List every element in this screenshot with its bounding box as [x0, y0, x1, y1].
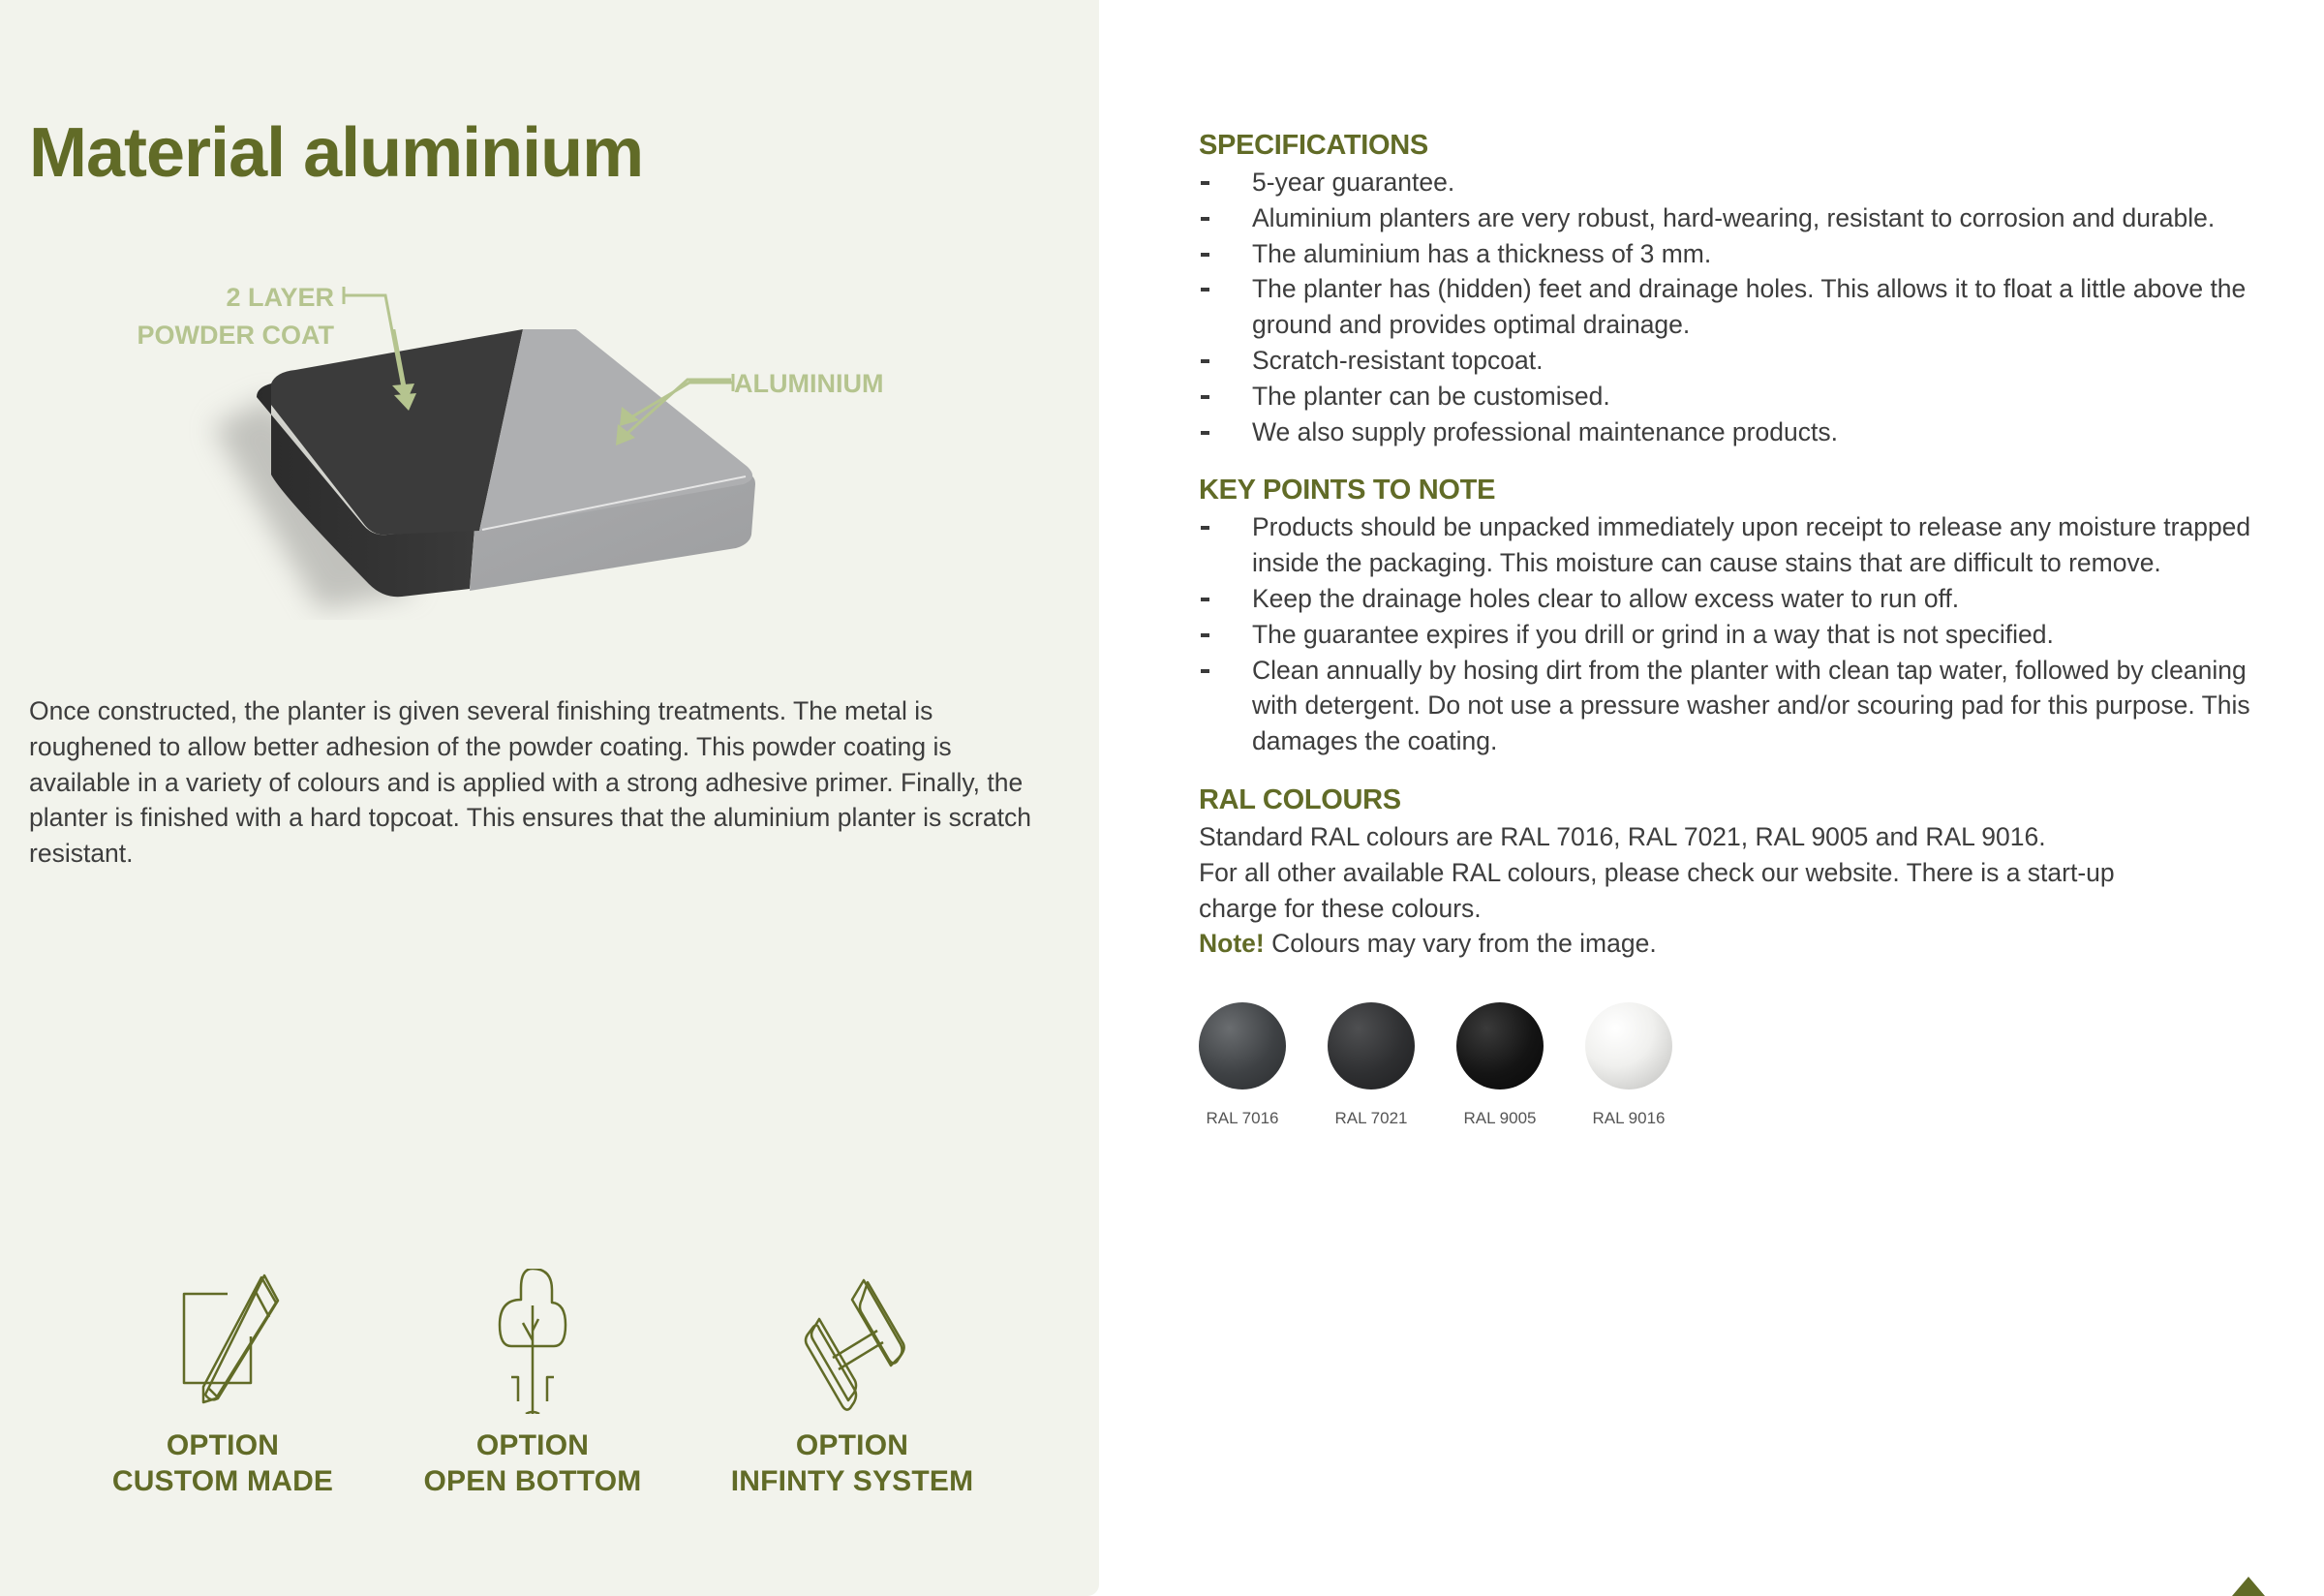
- list-item: [1199, 379, 2283, 414]
- key-points-heading: KEY POINTS TO NOTE: [1199, 475, 1496, 506]
- list-item-text: Scratch-resistant topcoat.: [1252, 345, 1544, 375]
- option-custom-made: [77, 1269, 368, 1499]
- ral-colours-heading: RAL COLOURS: [1199, 783, 1401, 815]
- dash-bullet-icon: [1201, 217, 1209, 221]
- ral-note: [1199, 926, 2283, 962]
- list-item: [1199, 200, 2283, 236]
- dash-bullet-icon: [1201, 431, 1209, 435]
- right-column: [1199, 126, 2283, 1128]
- swatch-ral-9016: [1585, 1002, 1714, 1128]
- annotation-powder-coat-line2: POWDER COAT: [137, 321, 334, 351]
- pencil-paper-icon: [155, 1269, 290, 1414]
- annotation-powder-coat: [116, 279, 334, 354]
- dash-bullet-icon: [1201, 598, 1209, 601]
- swatch-ral-7021: [1328, 1002, 1456, 1128]
- list-item: [1199, 236, 2283, 272]
- ral-standard-text: Standard RAL colours are RAL 7016, RAL 7021, RAL 9005 and RAL 9016.: [1199, 821, 2046, 851]
- list-item-text: Products should be unpacked immediately upon receipt to release any moisture trapped inside the packaging. This moisture can cause stains that are difficult to remove.: [1252, 512, 2251, 578]
- key-points-list: [1199, 509, 2283, 759]
- intro-paragraph: Once constructed, the planter is given several finishing treatments. The metal is roughened to allow better adhesion of the powder coating. This powder coating is available in a variety of colours and is applied with a strong adhesive primer. Finally, the planter is finished with a hard topcoat. This ensures that the aluminium planter is scratch resistant.: [29, 696, 1032, 869]
- ral-swatches: [1199, 1002, 2283, 1128]
- list-item: [1199, 165, 2283, 200]
- option-custom-made-line1: OPTION: [166, 1429, 280, 1461]
- annotation-arrows: [0, 0, 1099, 445]
- dash-bullet-icon: [1201, 395, 1209, 399]
- swatch-label: RAL 7016: [1206, 1109, 1279, 1128]
- list-item-text: Aluminium planters are very robust, hard-wearing, resistant to corrosion and durable.: [1252, 202, 2216, 232]
- color-ball-icon: [1456, 1002, 1544, 1090]
- list-item-text: 5-year guarantee.: [1252, 168, 1455, 197]
- color-ball-icon: [1585, 1002, 1672, 1090]
- color-ball-icon: [1199, 1002, 1286, 1090]
- dash-bullet-icon: [1201, 669, 1209, 673]
- dash-bullet-icon: [1201, 526, 1209, 530]
- dash-bullet-icon: [1201, 181, 1209, 185]
- list-item: [1199, 509, 2283, 581]
- swatch-label: RAL 7021: [1334, 1109, 1408, 1128]
- dash-bullet-icon: [1201, 359, 1209, 363]
- option-custom-made-line2: CUSTOM MADE: [111, 1465, 334, 1497]
- specifications-heading: SPECIFICATIONS: [1199, 130, 1428, 161]
- list-item-text: Keep the drainage holes clear to allow excess water to run off.: [1252, 583, 1960, 613]
- note-text: Colours may vary from the image.: [1264, 929, 1657, 959]
- option-open-bottom-line2: OPEN BOTTOM: [423, 1465, 642, 1497]
- list-item-text: The aluminium has a thickness of 3 mm.: [1252, 238, 1712, 268]
- list-item-text: Clean annually by hosing dirt from the planter with clean tap water, followed by cleaning with detergent. Do not use a pressure washer and/or scouring pad for this purpose. This damages the coating.: [1252, 655, 2250, 756]
- list-item: [1199, 581, 2283, 617]
- swatch-label: RAL 9005: [1463, 1109, 1537, 1128]
- tree-icon: [465, 1269, 600, 1414]
- swatch-ral-9005: [1456, 1002, 1585, 1128]
- brand-triangle-icon: [2232, 1577, 2265, 1596]
- list-item-text: The planter can be customised.: [1252, 381, 1610, 411]
- swatch-ral-7016: [1199, 1002, 1328, 1128]
- list-item: [1199, 653, 2283, 759]
- list-item: [1199, 271, 2283, 343]
- dash-bullet-icon: [1201, 253, 1209, 257]
- specifications-list: [1199, 165, 2283, 449]
- dash-bullet-icon: [1201, 633, 1209, 637]
- list-item: [1199, 617, 2283, 653]
- dash-bullet-icon: [1201, 288, 1209, 292]
- ral-other-text: For all other available RAL colours, please check our website. There is a start-up charge for these colours.: [1199, 857, 2115, 923]
- chain-link-icon: [784, 1269, 920, 1414]
- note-label: Note!: [1199, 929, 1265, 959]
- swatch-label: RAL 9016: [1592, 1109, 1666, 1128]
- option-infinity-system: [707, 1269, 997, 1499]
- list-item-text: The guarantee expires if you drill or grind in a way that is not specified.: [1252, 619, 2054, 649]
- list-item-text: We also supply professional maintenance products.: [1252, 416, 1838, 446]
- option-open-bottom: [387, 1269, 678, 1499]
- list-item: [1199, 414, 2283, 450]
- color-ball-icon: [1328, 1002, 1415, 1090]
- page-title: Material aluminium: [29, 114, 644, 192]
- options-row: [97, 1269, 1007, 1511]
- annotation-powder-coat-line1: 2 LAYER: [226, 283, 334, 312]
- annotation-aluminium: ALUMINIUM: [734, 369, 884, 398]
- option-open-bottom-line1: OPTION: [475, 1429, 590, 1461]
- option-infinity-system-line2: INFINTY SYSTEM: [730, 1465, 974, 1497]
- option-infinity-system-line1: OPTION: [795, 1429, 909, 1461]
- list-item-text: The planter has (hidden) feet and drainage holes. This allows it to float a little above the ground and provides optimal drainage.: [1252, 274, 2247, 340]
- list-item: [1199, 343, 2283, 379]
